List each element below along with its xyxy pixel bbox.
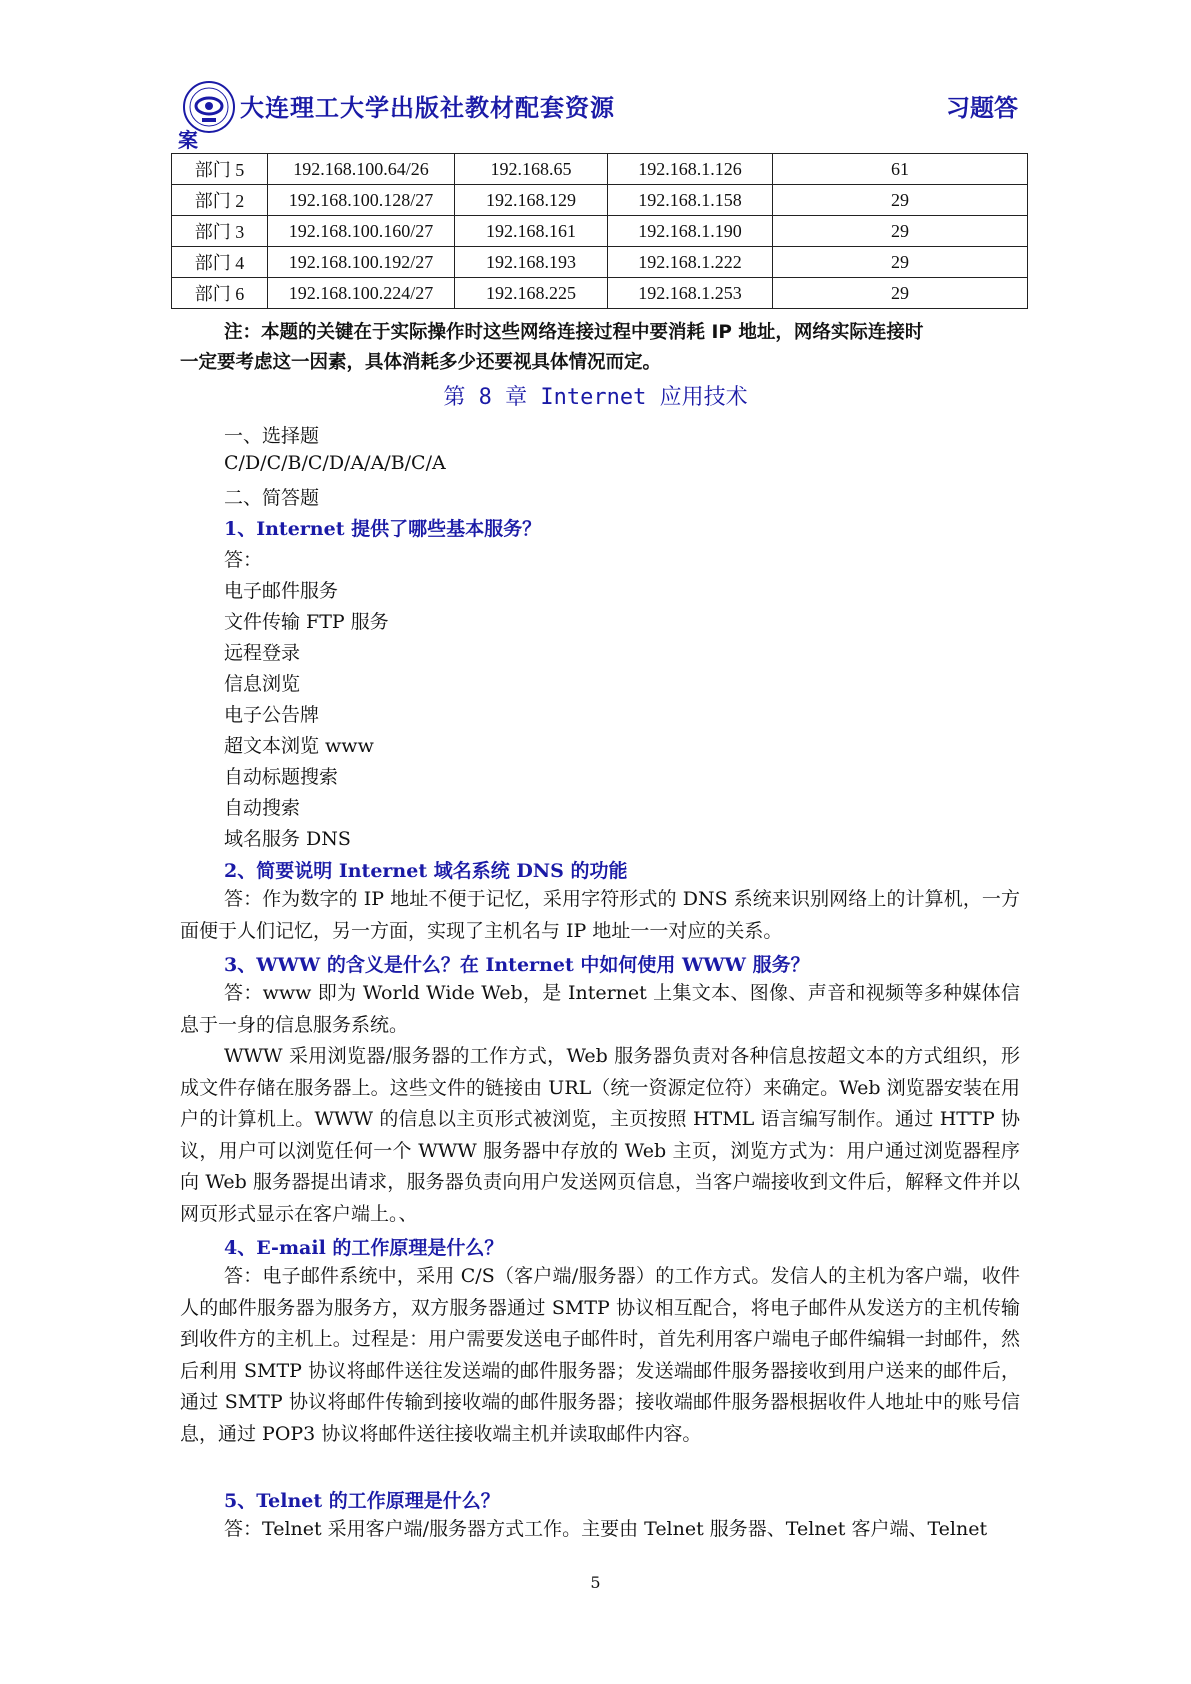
choice-answers: C/D/C/B/C/D/A/A/B/C/A: [224, 452, 446, 474]
table-cell: 192.168.100.64/26: [268, 154, 455, 185]
table-cell: 29: [773, 278, 1028, 309]
table-cell: 192.168.65: [455, 154, 608, 185]
table-cell: 部门 5: [172, 154, 268, 185]
table-cell: 192.168.100.128/27: [268, 185, 455, 216]
list-item: 文件传输 FTP 服务: [224, 611, 389, 633]
table-cell: 192.168.1.190: [608, 216, 773, 247]
list-item: 域名服务 DNS: [224, 828, 351, 850]
list-item: 远程登录: [224, 642, 301, 664]
table-cell: 192.168.100.160/27: [268, 216, 455, 247]
table-cell: 192.168.1.222: [608, 247, 773, 278]
table-cell: 29: [773, 216, 1028, 247]
section-heading-short-answer: 二、简答题: [224, 487, 320, 509]
table-row: [172, 216, 1028, 247]
table-cell: 部门 4: [172, 247, 268, 278]
question-4-answer: 答：电子邮件系统中，采用 C/S（客户端/服务器）的工作方式。发信人的主机为客户端，收件人的邮件服务器为服务方，双方服务器通过 SMTP 协议相互配合，将电子邮件从发送方的主机传输到收件方的主机上。过程是：用户需要发送电子邮件时，首先利用客户端电子邮件编辑一封邮件，然后利用 SMTP 协议将邮件送往发送端的邮件服务器；发送端邮件服务器接收到用户送来的邮件后，通过 SMTP 协议将邮件传输到接收端的邮件服务器；接收端邮件服务器根据收件人地址中的账号信息，通过 POP3 协议将邮件送往接收端主机并读取邮件内容。: [180, 1265, 1020, 1445]
table-cell: 61: [773, 154, 1028, 185]
answer-label: 答：: [224, 549, 263, 571]
table-row: [172, 185, 1028, 216]
question-2-answer: 答：作为数字的 IP 地址不便于记忆，采用字符形式的 DNS 系统来识别网络上的计算机，一方面便于人们记忆，另一方面，实现了主机名与 IP 地址一一对应的关系。: [180, 888, 1020, 942]
chapter-title: 第 8 章 Internet 应用技术: [443, 385, 748, 410]
question-1-title: 1、Internet 提供了哪些基本服务？: [224, 518, 542, 540]
page-number: 5: [590, 1573, 601, 1592]
table-cell: 部门 6: [172, 278, 268, 309]
list-item: 电子公告牌: [224, 704, 320, 726]
note-line-2: 一定要考虑这一因素，具体消耗多少还要视具体情况而定。: [180, 352, 662, 373]
list-item: 自动搜索: [224, 797, 301, 819]
list-item: 超文本浏览 www: [224, 735, 374, 757]
table-cell: 部门 2: [172, 185, 268, 216]
table-cell: 192.168.1.253: [608, 278, 773, 309]
table-row: [172, 278, 1028, 309]
table-cell: 192.168.129: [455, 185, 608, 216]
table-cell: 192.168.161: [455, 216, 608, 247]
publisher-title: 大连理工大学出版社教材配套资源: [240, 94, 615, 122]
subnet-table: [171, 153, 1028, 309]
section-heading-choice: 一、选择题: [224, 425, 320, 447]
list-item: 自动标题搜索: [224, 766, 339, 788]
table-cell: 192.168.1.158: [608, 185, 773, 216]
question-3-title: 3、WWW 的含义是什么？在 Internet 中如何使用 WWW 服务？: [224, 954, 810, 976]
header-right-label: 习题答: [946, 94, 1018, 122]
header-right-wrap: 案: [178, 128, 198, 152]
table-row: [172, 247, 1028, 278]
table-cell: 29: [773, 247, 1028, 278]
table-cell: 29: [773, 185, 1028, 216]
question-3-answer-p1: 答：www 即为 World Wide Web，是 Internet 上集文本、图像、声音和视频等多种媒体信息于一身的信息服务系统。: [180, 982, 1020, 1036]
table-cell: 192.168.225: [455, 278, 608, 309]
list-item: 信息浏览: [224, 673, 301, 695]
question-5-answer: 答：Telnet 采用客户端/服务器方式工作。主要由 Telnet 服务器、Telnet 客户端、Telnet: [224, 1518, 988, 1540]
table-cell: 192.168.1.126: [608, 154, 773, 185]
question-3-answer-p2: WWW 采用浏览器/服务器的工作方式，Web 服务器负责对各种信息按超文本的方式组织，形成文件存储在服务器上。这些文件的链接由 URL（统一资源定位符）来确定。Web 浏览器安装在用户的计算机上。WWW 的信息以主页形式被浏览，主页按照 HTML 语言编写制作。通过 HTTP 协议，用户可以浏览任何一个 WWW 服务器中存放的 Web 主页，浏览方式为：用户通过浏览器程序向 Web 服务器提出请求，服务器负责向用户发送网页信息，当客户端接收到文件后，解释文件并以网页形式显示在客户端上。、: [180, 1045, 1020, 1225]
question-4-title: 4、E-mail 的工作原理是什么？: [224, 1237, 504, 1259]
question-5-title: 5、Telnet 的工作原理是什么？: [224, 1490, 500, 1512]
table-cell: 192.168.100.224/27: [268, 278, 455, 309]
table-row: [172, 154, 1028, 185]
note-line-1: 注：本题的关键在于实际操作时这些网络连接过程中要消耗 IP 地址，网络实际连接时: [224, 322, 924, 343]
question-2-title: 2、简要说明 Internet 域名系统 DNS 的功能: [224, 860, 628, 882]
page-header: [178, 78, 1018, 138]
table-cell: 192.168.193: [455, 247, 608, 278]
list-item: 电子邮件服务: [224, 580, 339, 602]
table-cell: 部门 3: [172, 216, 268, 247]
table-note: [180, 318, 1020, 378]
table-cell: 192.168.100.192/27: [268, 247, 455, 278]
